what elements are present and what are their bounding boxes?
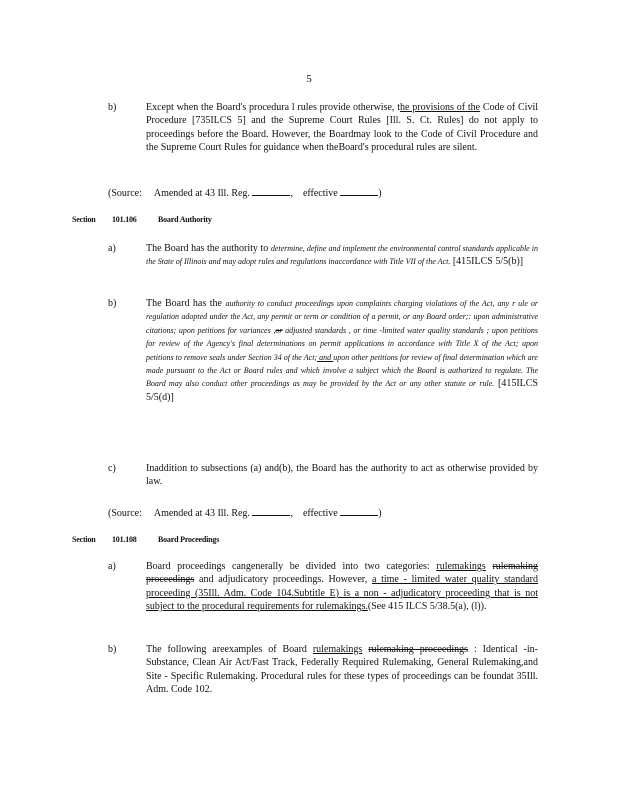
source-note-1: (Source: Amended at 43 Ill. Reg. , effective ) <box>108 188 382 199</box>
text-run: The following areexamples of Board <box>146 644 313 655</box>
text-run: and adjudicatory proceedings. However, <box>194 574 372 586</box>
paragraph-c-other-authority <box>146 462 538 489</box>
subsection-label-a: a) <box>108 243 116 254</box>
underlined-text: rulemakings <box>312 644 363 655</box>
text-run: Inaddition to subsections (a) and(b), the Board has the authority to act as otherwise provided by law. <box>146 463 538 488</box>
source-amended: Amended at 43 Ill. Reg. <box>153 188 250 199</box>
page-number: 5 <box>306 73 312 85</box>
underlined-text: and <box>317 352 334 362</box>
underlined-text: a time - limited water quality standard proceeding (35Ill. Adm. Code 104.Subtitle E) is a non - adjudicatory proceeding that is not subject to the procedural requirements for rulemakings. <box>146 574 539 613</box>
section-number: 101.106 <box>112 215 137 224</box>
italic-quote: upon other petitions for review of final determination which are made pursuant to the Act or Board rules and which involve a subject which the Board is authorized to regulate. The Board may also conduct other proceedings as may be provided by the Act or any other statute or rule. <box>146 352 538 389</box>
section-heading-101-106 <box>0 215 618 227</box>
text-run: Except when the Board's procedura l rules provide otherwise, t <box>146 102 400 113</box>
text-run: The Board has the <box>146 298 222 309</box>
section-title: Board Authority <box>158 215 212 224</box>
source-close: ) <box>378 188 382 199</box>
subsection-label-b: b) <box>108 644 117 655</box>
struck-text: or <box>275 325 283 335</box>
text-run: Code of Civil Procedure [735ILCS 5] and the Supreme Court Rules [Ill. S. Ct. Rules] do not apply to proceedings before the Board. However, the Boardmay look to the Code of Civil Procedure and the Supreme Court Rules for guidance when theBoard's procedural rules are silent. <box>146 102 538 154</box>
blank-reg-line <box>252 506 290 516</box>
section-title: Board Proceedings <box>158 535 220 544</box>
source-effective: effective <box>302 188 338 199</box>
blank-date-line <box>340 506 378 516</box>
text-run: Board proceedings cangenerally be divided into two categories: <box>146 561 437 572</box>
source-amended: Amended at 43 Ill. Reg. <box>153 508 250 519</box>
citation: [415ILCS 5/5(b)] <box>450 256 524 268</box>
source-open: (Source: <box>108 508 142 519</box>
section-word: Section <box>72 535 96 544</box>
italic-quote: adjusted standards , or time -limited water quality standards ; upon petitions for review of the Agency's final determinations on permit applications in accordance with Title X of the Act; upon petitions to remove seals under Section 34 of the Act; <box>146 325 538 362</box>
italic-quote: determine, define and implement the environmental control standards applicable in the State of Illinois and may adopt rules and regulations inaccordance with Title VII of the Act. <box>146 244 539 267</box>
struck-text: rulemaking proceedings <box>368 644 469 655</box>
subsection-label-b: b) <box>108 298 117 309</box>
text-run: (See 415 ILCS 5/38.5(a), (l)). <box>367 601 487 613</box>
paragraph-a-categories <box>146 560 538 614</box>
struck-text: rulemaking proceedings <box>146 561 538 586</box>
underlined-text: rulemakings <box>436 561 486 572</box>
source-close: ) <box>378 508 382 519</box>
paragraph-a-authority <box>146 242 538 269</box>
paragraph-b-applicability <box>146 101 538 155</box>
text-run: : Identical -in-Substance, Clean Air Act/Fast Track, Federally Required Rulemaking, General Rulemaking,and Site - Specific Rulemaking. Procedural rules for these types of proceedings can be foundat 35Ill. Adm. Code 102. <box>146 644 539 696</box>
subsection-label-a: a) <box>108 561 116 572</box>
source-effective: effective <box>302 508 338 519</box>
subsection-label-c: c) <box>108 463 116 474</box>
struck-text: he provisions of the <box>400 102 481 113</box>
section-word: Section <box>72 215 96 224</box>
section-number: 101.108 <box>112 535 137 544</box>
paragraph-b-examples <box>146 643 538 697</box>
section-heading-101-108 <box>0 535 618 547</box>
source-open: (Source: <box>108 188 142 199</box>
subsection-label-b: b) <box>108 102 117 113</box>
citation: [415ILCS 5/5(d)] <box>146 378 538 403</box>
blank-date-line <box>340 186 378 196</box>
text-run: The Board has the authority to <box>146 243 269 254</box>
italic-quote: authority to conduct proceedings upon complaints charging violations of the Act, any r ule or regulation adopted under the Act, any permit or term or condition of a permit, or any Board order;: upon administrative citations; upon petitions for variances , <box>146 299 539 335</box>
paragraph-b-proceedings <box>146 297 538 404</box>
blank-reg-line <box>252 186 290 196</box>
source-note-2: (Source: Amended at 43 Ill. Reg. , effective ) <box>108 508 382 519</box>
